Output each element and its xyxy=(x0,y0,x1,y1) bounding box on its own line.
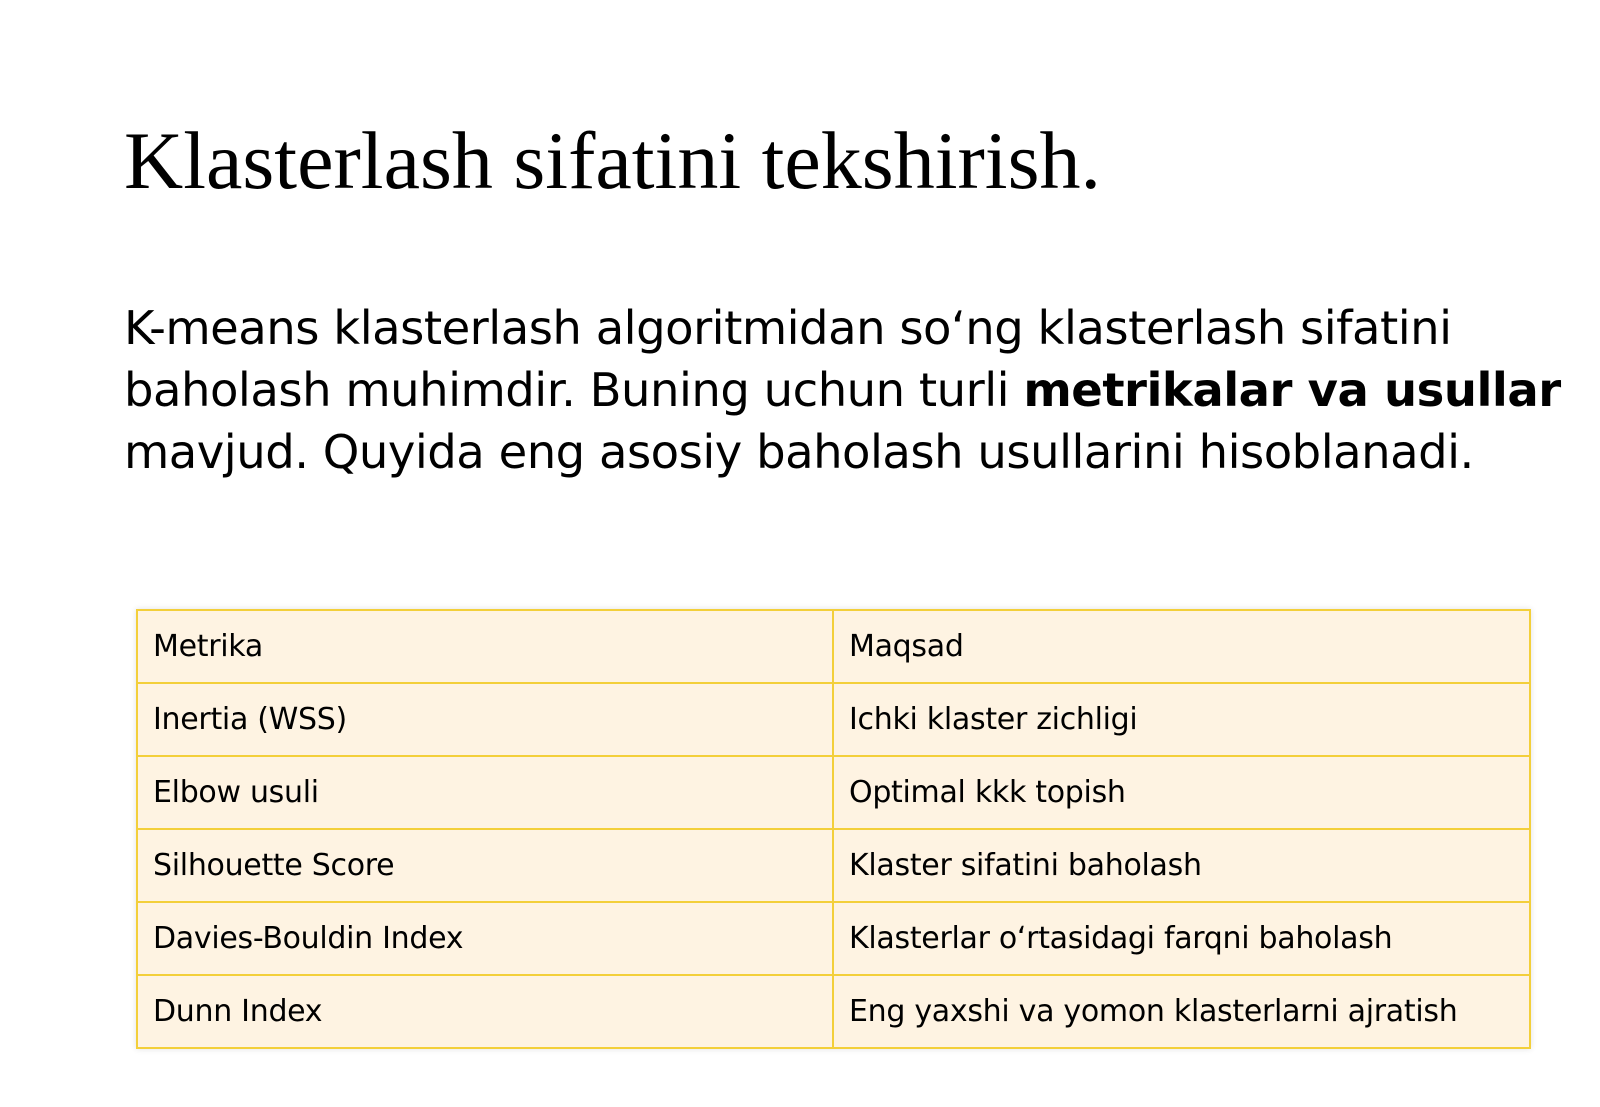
table-cell-purpose: Optimal kkk topish xyxy=(833,756,1530,829)
table-cell-purpose: Klaster sifatini baholash xyxy=(833,829,1530,902)
table-row xyxy=(137,829,1530,902)
table-row xyxy=(137,902,1530,975)
slide-body-paragraph xyxy=(124,297,1564,483)
table-row xyxy=(137,756,1530,829)
table-header-purpose: Maqsad xyxy=(833,610,1530,683)
table-cell-metric: Davies-Bouldin Index xyxy=(137,902,833,975)
table-cell-purpose: Ichki klaster zichligi xyxy=(833,683,1530,756)
body-text-end: mavjud. Quyida eng asosiy baholash usullarini hisoblanadi. xyxy=(124,425,1474,479)
table-cell-metric: Dunn Index xyxy=(137,975,833,1048)
body-text-start: K-means klasterlash algoritmidan so‘ng klasterlash sifatini baholash muhimdir. Buning uchun turli xyxy=(124,301,1452,417)
slide-title: Klasterlash sifatini tekshirish. xyxy=(124,115,1101,206)
table-cell-metric: Silhouette Score xyxy=(137,829,833,902)
table-header-row xyxy=(137,610,1530,683)
metrics-table xyxy=(136,609,1531,1049)
body-bold-phrase: metrikalar va usullar xyxy=(1023,363,1561,417)
table-header-metric: Metrika xyxy=(137,610,833,683)
table-cell-purpose: Klasterlar o‘rtasidagi farqni baholash xyxy=(833,902,1530,975)
table-row xyxy=(137,975,1530,1048)
table-cell-metric: Inertia (WSS) xyxy=(137,683,833,756)
table-row xyxy=(137,683,1530,756)
table-cell-metric: Elbow usuli xyxy=(137,756,833,829)
table-cell-purpose: Eng yaxshi va yomon klasterlarni ajratish xyxy=(833,975,1530,1048)
